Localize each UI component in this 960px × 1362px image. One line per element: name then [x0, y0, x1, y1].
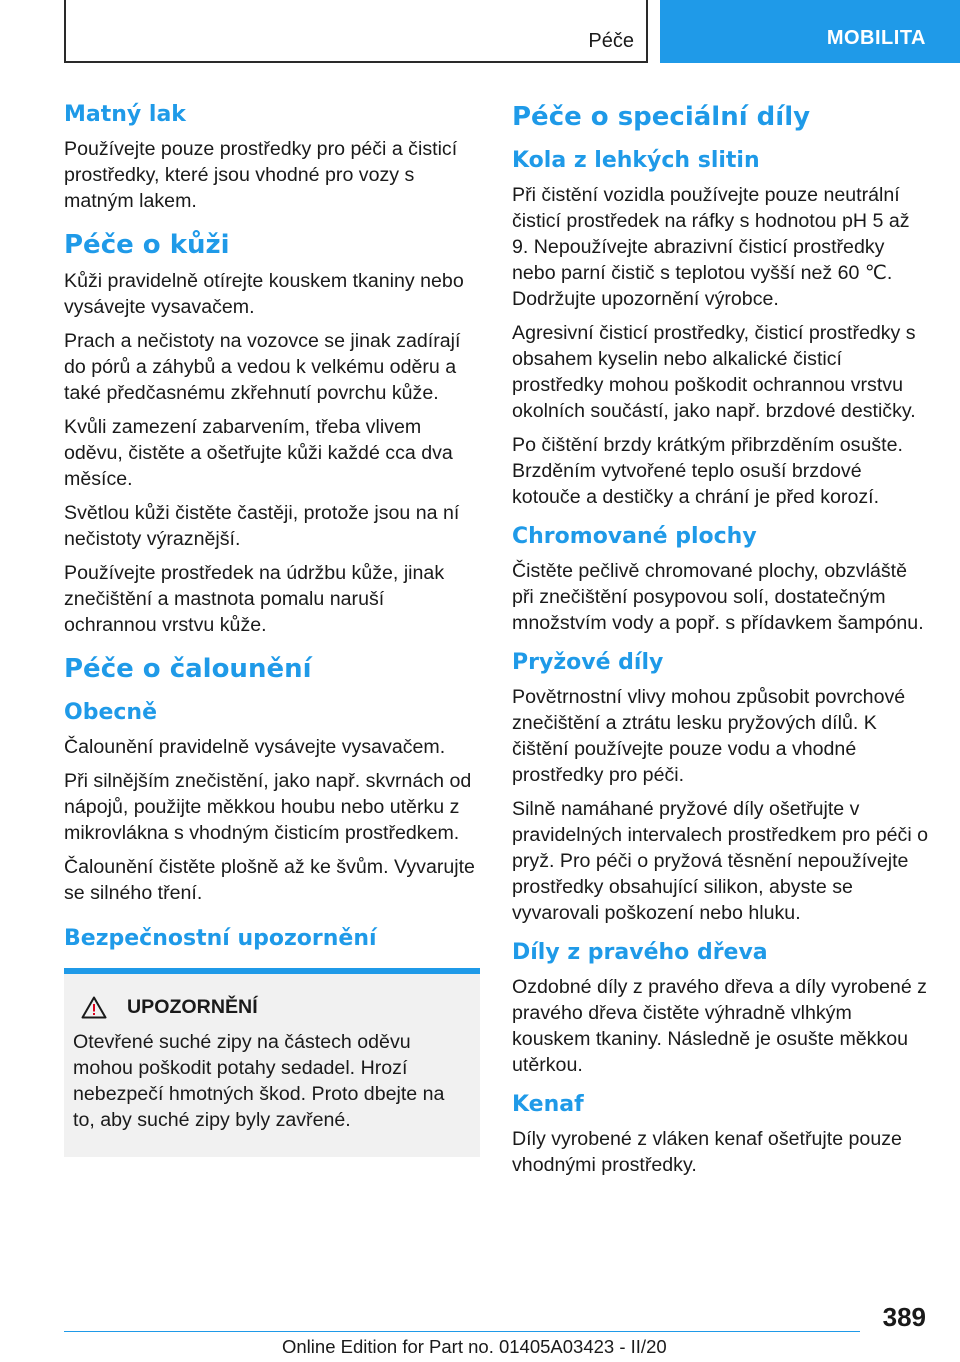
paragraph: Světlou kůži čistěte častěji, protože jsou na ní nečistoty výraznější. [64, 502, 460, 550]
paragraph: Prach a nečistoty na vozovce se jinak zadírají do pórů a záhybů a vedou k velkému oděru a také předčasnému zkřehnutí povrchu kůže. [64, 330, 461, 404]
heading-pece-o-specialni-dily: Péče o speciální díly [512, 102, 811, 132]
warning-header [73, 996, 470, 1019]
header-chapter-tab[interactable] [660, 0, 960, 63]
heading-chromovane-plochy: Chromované plochy [512, 524, 757, 549]
paragraph: Při čistění vozidla používejte pouze neutrální čisticí prostředek na ráfky s hodnotou pH 5 až 9. Nepoužívejte abrazivní čisticí prostředky nebo parní čistič s teplotou vyšší než 60 ℃. Dodržujte upozornění výrobce. [512, 184, 910, 310]
footer-rule [64, 1331, 860, 1332]
paragraph: Při silnějším znečistění, jako např. skvrnách od nápojů, použijte měkkou houbu nebo utěrku z mikrovlákna s vhodným čisticím prostředkem. [64, 770, 472, 844]
left-column [64, 100, 480, 1157]
paragraph: Používejte pouze prostředky pro péči a čisticí prostředky, které jsou vhodné pro vozy s matným lakem. [64, 138, 458, 212]
paragraph: Kůži pravidelně otírejte kouskem tkaniny nebo vysávejte vysavačem. [64, 270, 464, 318]
warning-triangle-icon [81, 996, 107, 1019]
heading-dily-z-praveho-dreva: Díly z pravého dřeva [512, 940, 768, 965]
warning-title: UPOZORNĚNÍ [127, 996, 258, 1018]
warning-text: Otevřené suché zipy na částech oděvu mohou poškodit potahy sedadel. Hrozí nebezpečí hmotných škod. Proto dbejte na to, aby suché zipy byly zavřené. [73, 1031, 445, 1131]
paragraph: Čalounění pravidelně vysávejte vysavačem. [64, 736, 446, 758]
paragraph: Díly vyrobené z vláken kenaf ošetřujte pouze vhodnými prostředky. [512, 1128, 902, 1176]
paragraph: Kvůli zamezení zabarvením, třeba vlivem oděvu, čistěte a ošetřujte kůži každé cca dva měsíce. [64, 416, 453, 490]
header-chapter-label: MOBILITA [826, 27, 926, 49]
heading-obecne: Obecně [64, 700, 157, 725]
paragraph: Silně namáhané pryžové díly ošetřujte v pravidelných intervalech prostředkem pro péči o pryž. Pro péči o pryžová těsnění nepoužívejte prostředky obsahující silikon, abyste se vyvarovali poškození nebo hluku. [512, 798, 929, 924]
heading-bezpecnostni-upozorneni: Bezpečnostní upozornění [64, 926, 377, 951]
header-section-title: Péče [588, 30, 634, 52]
footer-edition: Online Edition for Part no. 01405A03423 - II/20 [282, 1336, 667, 1357]
paragraph: Po čištění brzdy krátkým přibrzděním osušte. Brzděním vytvořené teplo osuší brzdové kotouče a destičky a chrání je před korozí. [512, 434, 903, 508]
header-frame [64, 0, 648, 63]
heading-pryzove-dily: Pryžové díly [512, 650, 664, 675]
paragraph: Povětrnostní vlivy mohou způsobit povrchové znečištění a ztrátu lesku pryžových dílů. K čištění používejte pouze vodu a vhodné prostředky pro péči. [512, 686, 906, 786]
warning-box [64, 974, 480, 1157]
heading-pece-o-calouneni: Péče o čalounění [64, 654, 312, 684]
page-number: 389 [882, 1302, 926, 1332]
heading-matny-lak: Matný lak [64, 102, 186, 127]
heading-pece-o-kuzi: Péče o kůži [64, 230, 230, 260]
paragraph: Ozdobné díly z pravého dřeva a díly vyrobené z pravého dřeva čistěte výhradně vlhkým kouskem tkaniny. Následně je osušte měkkou utěrkou. [512, 976, 927, 1076]
paragraph: Čalounění čistěte plošně až ke švům. Vyvarujte se silného tření. [64, 856, 475, 904]
paragraph: Agresivní čisticí prostředky, čisticí prostředky s obsahem kyselin nebo alkalické čisticí prostředky mohou poškodit ochrannou vrstvu okolních součástí, jako např. brzdové destičky. [512, 322, 916, 422]
heading-kenaf: Kenaf [512, 1092, 584, 1117]
right-column [512, 100, 930, 1186]
heading-kola: Kola z lehkých slitin [512, 148, 760, 173]
paragraph: Čistěte pečlivě chromované plochy, obzvláště při znečištění posypovou solí, dostatečným množstvím vody a popř. s přídavkem šampónu. [512, 560, 924, 634]
paragraph: Používejte prostředek na údržbu kůže, jinak znečištění a mastnota pomalu naruší ochrannou vrstvu kůže. [64, 562, 445, 636]
